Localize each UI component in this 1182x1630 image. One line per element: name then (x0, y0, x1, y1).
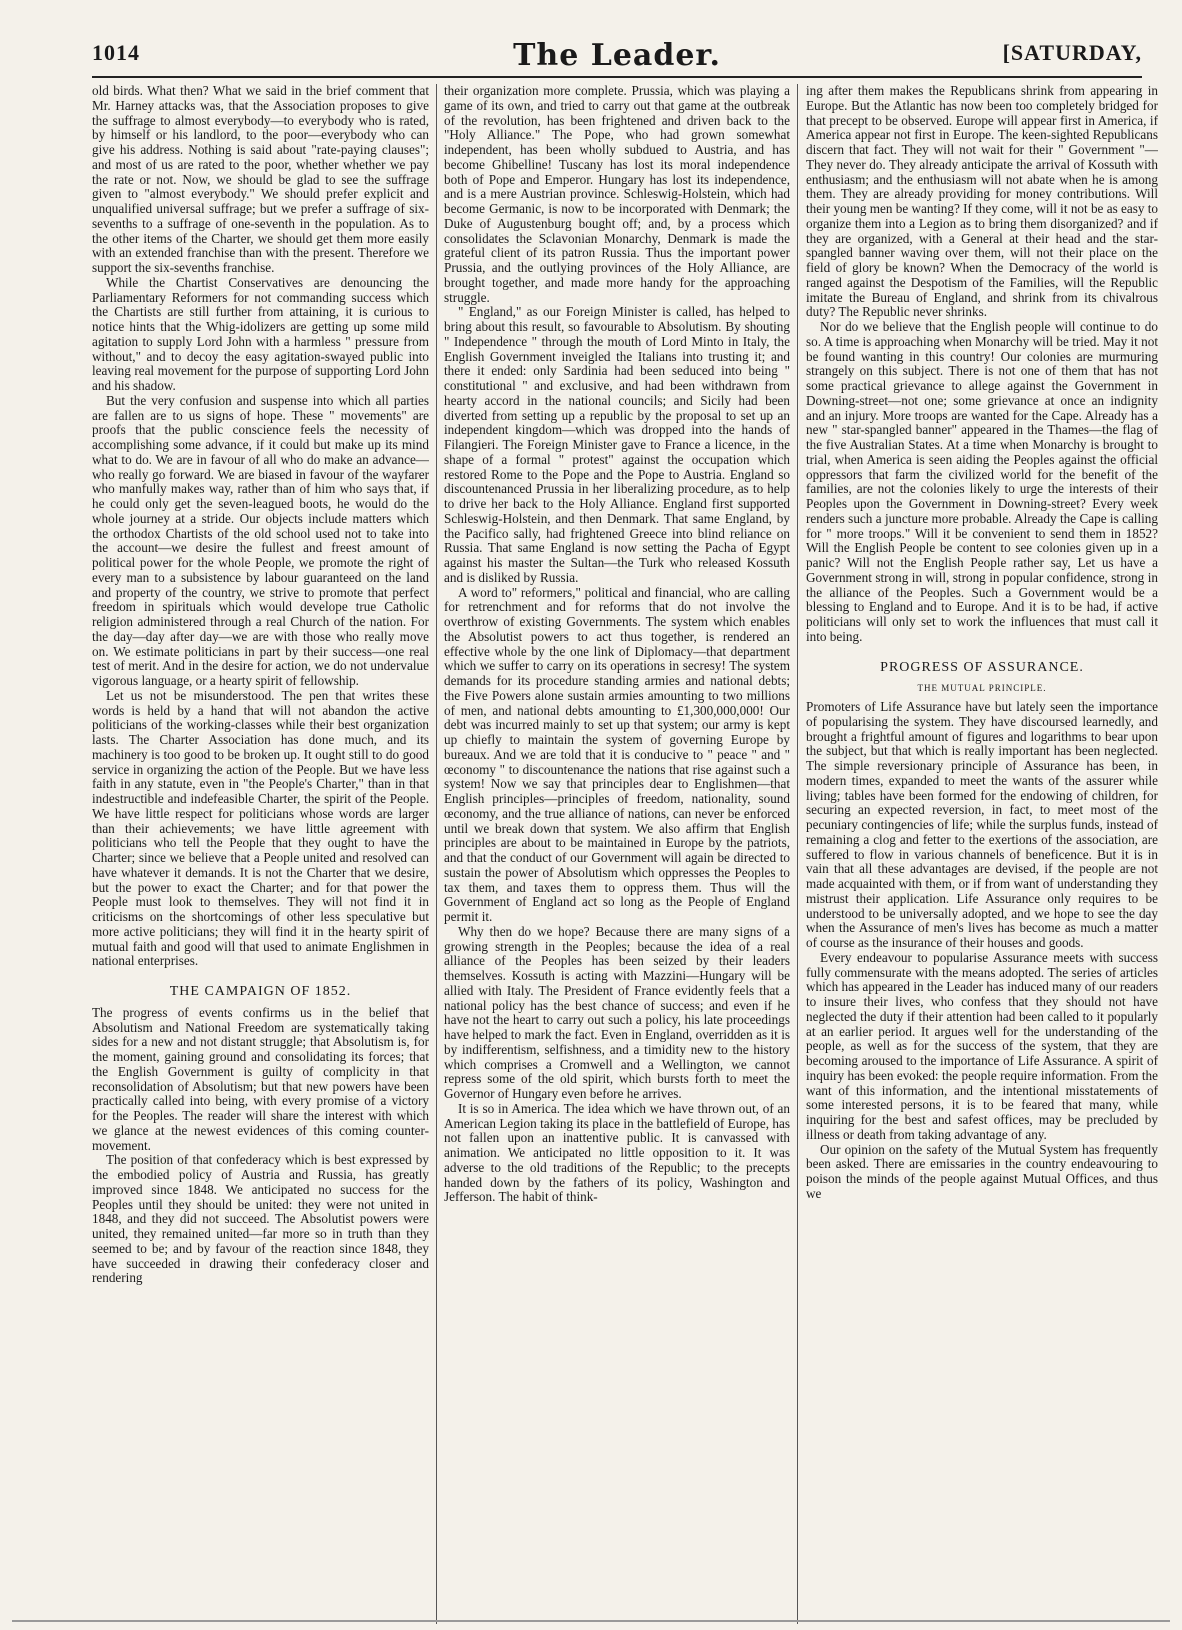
newspaper-title: The Leader. (513, 38, 721, 73)
section-heading-campaign: THE CAMPAIGN OF 1852. (169, 984, 352, 999)
paragraph: Let us not be misunderstood. The pen that writes these words is held by a hand that will not abandon the active politicians of the working-classes while their best organization lasts. The Charter Association has done much, and its machinery is too good to be broken up. It ought still to do good service in organizing the action of the People. But we have less faith in any statute, even in "the People's Charter," than in that indestructible and indefeasible Charter, the spirit of the People. We have little respect for politicians whose words are larger than their achievements; we have little agreement with politicians who tell the People that they ought to have the Charter; since we believe that a People united and resolved can have whatever it demands. It is not the Charter that we desire, but the power to exact the Charter; and for that power the People must look to themselves. They will not find it in criticisms on the shortcomings of other less speculative but more active politicians; they will find it in the hearty spirit of mutual faith and good will that used to animate Englishmen in national enterprises. (92, 687, 429, 969)
paragraph: The position of that confederacy which is best expressed by the embodied policy of Austria and Russia, has greatly improved since 1848. We anticipated no success for the Peoples until they should be united: they were not united in 1848, and they did not succeed. The Absolutist powers were united, they remained united—far more so in truth than they seemed to be; and by favour of the reaction since 1848, they have succeeded in drawing their confederacy closer and rendering (92, 1152, 429, 1286)
paragraph: But the very confusion and suspense into which all parties are fallen are to us signs of hope. These " movements" are proofs that the public conscience feels the necessity of accomplishing some advance, if it could but make up its mind what to do. We are in favour of all who do make an advance—who really go forward. We are biased in favour of the wayfarer who manfully makes way, rather than of him who says that, if he could only get the seven-leagued boots, he would do the whole journey at a stride. Our objects include matters which the orthodox Chartists of the old school used not to take into the account—we desire the fullest and freest amount of political power for the whole People, we promote the right of every man to a subsistence by labour guaranteed on the land and property of the country, we strive to promote that perfect freedom in spirituals which would develope true Catholic religion administered through a real Church of the nation. For the day—day after day—we are with those who really move on. We estimate politicians in part by their success—one real test of merit. And in the desire for action, we do not undervalue vigorous language, or a hearty spirit of fellowship. (92, 392, 429, 688)
paragraph: old birds. What then? What we said in the brief comment that Mr. Harney attacks was, that the Association proposes to give the suffrage to almost everybody—to everybody who is rated, by himself or his landlord, to the poor—everybody who can give his address. Nothing is said about "rate-paying clauses"; and most of us are rated to the poor, whether whether we pay the rate or not. Now, we should be glad to see the suffrage given to "almost everybody." We should prefer explicit and unqualified universal suffrage; but we prefer a suffrage of six-sevenths to a suffrage of one-seventh in the population. As to the other items of the Charter, we should get them more easily with an extended franchise than with the present. Therefore we support the six-sevenths franchise. (92, 84, 429, 275)
paragraph: It is so in America. The idea which we have thrown out, of an American Legion taking its place in the battlefield of Europe, has not fallen upon an inattentive public. It is canvassed with animation. We anticipated no little opposition to it. It was adverse to the old traditions of the Republic; to the precepts handed down by the fathers of its policy, Washington and Jefferson. The habit of think- (444, 1100, 790, 1205)
section-subheading: THE MUTUAL PRINCIPLE. (917, 683, 1047, 694)
paragraph: ing after them makes the Republicans shrink from appearing in Europe. But the Atlantic has now been too completely bridged for that precept to be observed. Europe will appear first in America, if America appear not first in Europe. The keen-sighted Republicans discern that fact. They will not wait for their " Government "—They never do. They already anticipate the arrival of Kossuth with enthusiasm; and the enthusiasm will not abate when he is among them. They are already providing for money contributions. Will their young men be wanting? If they come, will it not be as easy to organize them into a Legion as to bring them disorganized? and if they are organized, with a General at their head and the star-spangled banner waving over them, will not their place on the field of glory be known? When the Democracy of the world is ranged against the Despotism of the Families, will the Republic imitate the Bureau of England, and shrink from its chivalrous duty? The Republic never shrinks. (806, 84, 1158, 320)
column-rule-2 (797, 84, 798, 1624)
column-2 (444, 84, 790, 1622)
paragraph: A word to" reformers," political and financial, who are calling for retrenchment and for reforms that do not involve the overthrow of existing Governments. The system which enables the Absolutist powers to act thus together, is rendered an effective whole by the one link of Diplomacy—that department which we suffer to carry on its operations in secresy! The system demands for its procedure standing armies and national debts; the Five Powers alone sustain armies amounting to two millions of men, and national debts amounting to £1,300,000,000! Our debt was incurred mainly to set up that system; our army is kept up chiefly to maintain the system of governing Europe by bureaux. And we are told that it is conducive to " peace " and " œconomy " to discountenance the nations that rise against such a system! Now we say that principles dear to Englishmen—that English principles—principles of freedom, nationality, sound œconomy, and the true alliance of nations, can never be enforced until we break down that system. We also affirm that English principles are about to be maintained in Europe by the patriots, and that the conduct of our Government will again be directed to sustain the power of Absolutism which oppresses the Peoples to tax them, and taxes them to oppress them. Thus will the Government of England act so long as the People of England permit it. (444, 584, 790, 924)
column-rule-1 (436, 84, 437, 1624)
paragraph: Nor do we believe that the English people will continue to do so. A time is approaching when Monarchy will be tried. May it not be found wanting in this country! Our colonies are murmuring strangely on this subject. There is not one of them that has not some practical grievance to allege against the Government in Downing-street—not one; some grievance at once an indignity and an injury. More troops are wanted for the Cape. Already has a new " star-spangled banner" appeared in the Thames—the flag of the five Australian States. At a time when Monarchy is brought to trial, when America is seen aiding the Peoples against the official oppressors that farm the civilized world for the benefit of the families, are not the colonies likely to urge the interests of their Peoples upon the Government in Downing-street? Every week renders such a juncture more probable. Already the Cape is calling for " more troops." Will it be convenient to send them in 1852? Will the English People be content to see colonies given up in a panic? Will not the English People rather say, Let us have a Government strong in will, strong in popular confidence, strong in the alliance of the Peoples. Such a Government would be a blessing to England and to Europe. And it is to be had, if active politicians will only set to work the influences that must call it into being. (806, 319, 1158, 644)
section-heading-assurance: PROGRESS OF ASSURANCE. (880, 659, 1084, 675)
page-number: 1014 (92, 40, 140, 65)
paragraph: " England," as our Foreign Minister is called, has helped to bring about this result, so favourable to Absolutism. By shouting " Independence " through the mouth of Lord Minto in Italy, the English Government inveigled the Italians into trusting it; and there it ended: only Sardinia had been seduced into being " constitutional " and exclusive, and had been withdrawn from hearty accord in the national councils; and Sicily had been diverted from setting up a republic by the proposal to set up an independent kingdom—which was dropped into the hands of Filangieri. The Foreign Minister gave to France a licence, in the shape of a formal " protest" against the occupation which restored Rome to the Pope and the Pope to Austria. England so discountenanced Prussia in her liberalizing procedure, as to help to drive her back to the Holy Alliance. England first supported Schleswig-Holstein, and then Denmark. That same England, by the Pacifico sally, had frightened Greece into blind reliance on Russia. That same England is now setting the Pacha of Egypt against his master the Sultan—the Turk who released Kossuth and is disliked by Russia. (444, 304, 790, 585)
paragraph: Promoters of Life Assurance have but lately seen the importance of popularising the system. They have discoursed learnedly, and brought a frightful amount of figures and logarithms to bear upon the subject, but that which is really important has been neglected. The simple reversionary principle of Assurance has been, in modern times, expanded to meet the wants of the assurer while living; tables have been formed for the endowing of children, for securing an expected reversion, in fact, to meet most of the pecuniary contingencies of life; while the surplus funds, instead of remaining a clog and fetter to the exertions of the association, are suffered to flow in various channels of beneficence. But it is in vain that all these advantages are devised, if the people are not made acquainted with them, or if from want of understanding they mistrust their application. Life Assurance only requires to be understood to be universally adopted, and we hope to see the day when the Assurance of men's lives has become as much a matter of course as the insurance of their houses and goods. (806, 699, 1158, 950)
paragraph: While the Chartist Conservatives are denouncing the Parliamentary Reformers for not commanding success which the Chartists are still further from attaining, it is curious to notice hints that the Whig-idolizers are getting up some mild agitation to supply Lord John with a harmless " pressure from without," and to decoy the easy agitation-swayed public into leaving real movement for the purpose of supporting Lord John and his shadow. (92, 274, 429, 393)
column-1 (92, 84, 429, 1622)
issue-day: [SATURDAY, (1002, 40, 1142, 65)
paragraph: The progress of events confirms us in the belief that Absolutism and National Freedom are systematically taking sides for a new and not distant struggle; that Absolutism is, for the moment, gaining ground and consolidating its forces; that the English Government is guilty of complicity in that reconsolidation of Absolutism; but that new powers have been practically called into being, with every promise of a victory for the Peoples. The reader will share the interest with which we glance at the newest evidences of this coming counter-movement. (92, 1004, 429, 1153)
masthead (92, 38, 1142, 78)
bottom-rule (12, 1620, 1170, 1622)
column-3 (806, 84, 1158, 1622)
paragraph: Why then do we hope? Because there are many signs of a growing strength in the Peoples; because the idea of a real alliance of the Peoples has been seized by their leaders themselves. Kossuth is acting with Mazzini—Hungary will be allied with Italy. The President of France evidently feels that a national policy has the best chance of success; and even if he have not the heart to carry out such a policy, his late proceedings have helped to mark the fact. Even in England, overridden as it is by indifferentism, selfishness, and a timidity new to the history which comprises a Cromwell and a Wellington, we cannot repress some of the old spirit, which bursts forth to meet the Governor of Hungary even before he arrives. (444, 923, 790, 1101)
paragraph: Our opinion on the safety of the Mutual System has frequently been asked. There are emissaries in the country endeavouring to poison the minds of the people against Mutual Offices, and thus we (806, 1141, 1158, 1201)
paragraph: their organization more complete. Prussia, which was playing a game of its own, and tried to carry out that game at the outbreak of the revolution, has been frightened and driven back to the "Holy Alliance." The Pope, who had grown somewhat independent, has been wholly subdued to Austria, and has become Ghibelline! Tuscany has lost its moral independence both of Pope and Emperor. Hungary has lost its independence, and is a mere Austrian province. Schleswig-Holstein, which had become Germanic, is now to be incorporated with Denmark; the Duke of Augustenburg bought off; and, by a process which consolidates the Sclavonian Monarchy, Denmark is made the grateful client of its patron Russia. Thus the important power Prussia, and the outlying provinces of the Holy Alliance, are brought together, and made more handy for the approaching struggle. (444, 84, 790, 305)
paragraph: Every endeavour to popularise Assurance meets with success fully commensurate with the means adopted. The series of articles which has appeared in the Leader has induced many of our readers to insure their lives, who confess that they should not have neglected the duty if their attention had been called to it popularly at an earlier period. It argues well for the understanding of the people, as well as for the success of the system, that they are becoming aroused to the importance of Life Assurance. A spirit of inquiry has been evoked: the people require information. From the want of this information, and the intentional misstatements of some interested persons, it is to be feared that many, while inquiring for the best and safest offices, may be precluded by illness or death from taking advantage of any. (806, 949, 1158, 1142)
